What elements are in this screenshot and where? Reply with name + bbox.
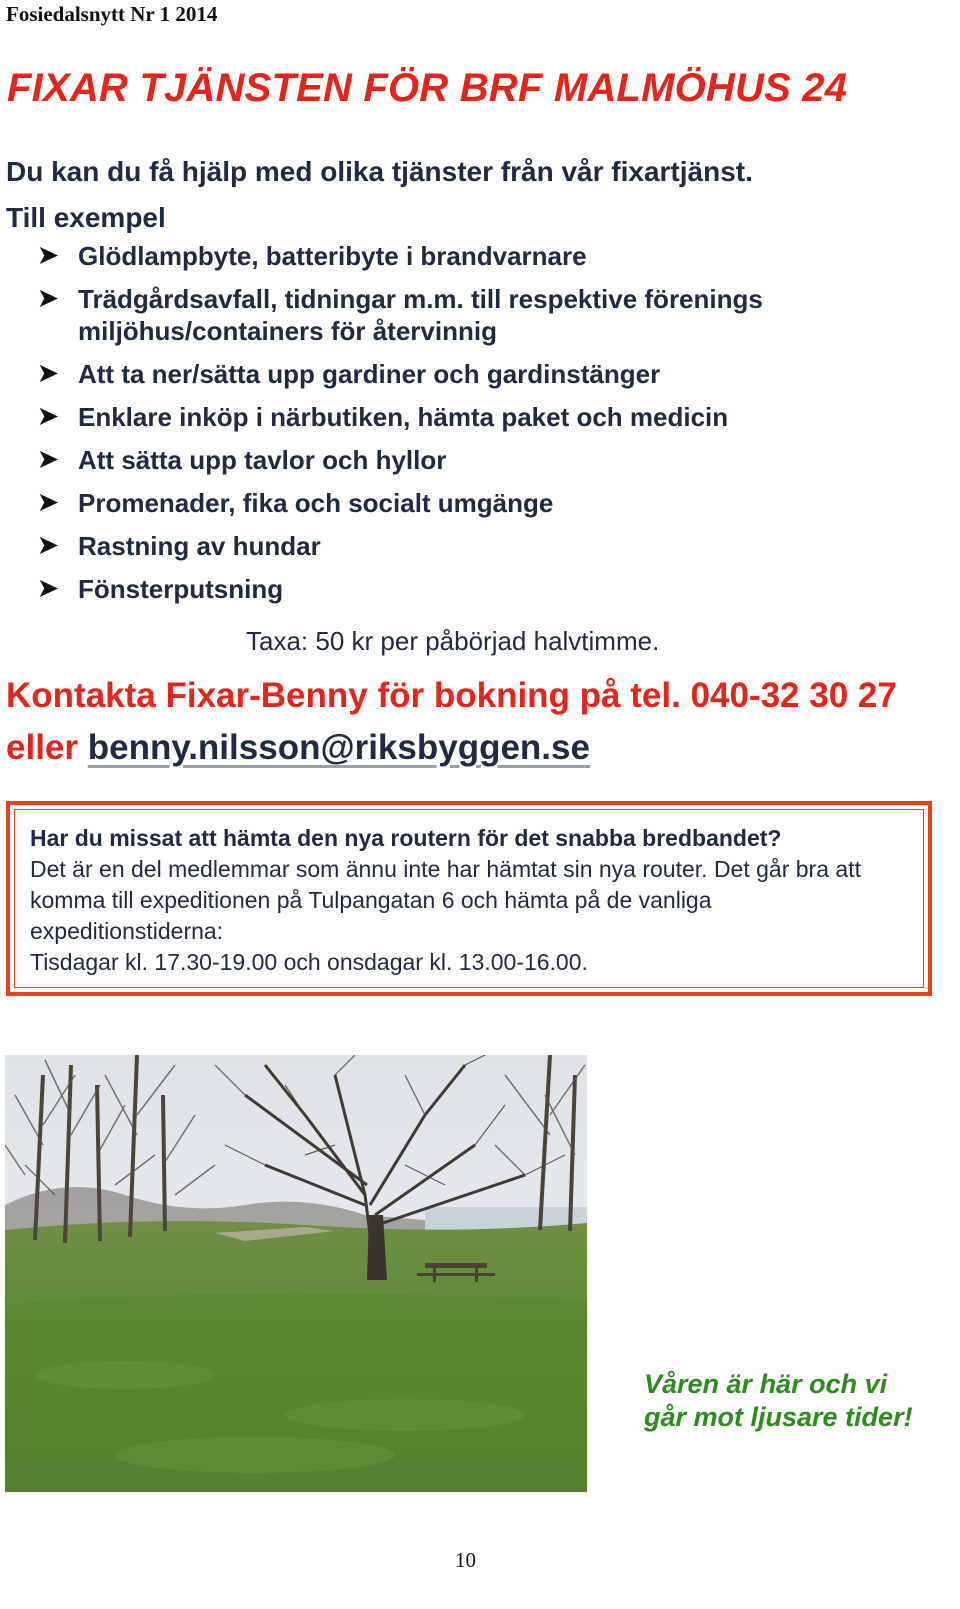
- list-item: [0, 530, 868, 562]
- arrowhead-bullet-icon: ➤: [38, 403, 59, 430]
- router-notice-box: [6, 801, 932, 996]
- list-item: [0, 401, 868, 433]
- services-list: [0, 240, 868, 605]
- email-link[interactable]: benny.nilsson@riksbyggen.se: [87, 728, 590, 767]
- arrowhead-bullet-icon: ➤: [38, 242, 59, 269]
- page-number: 10: [455, 1548, 476, 1572]
- park-photo: [5, 1055, 587, 1492]
- list-item: [0, 283, 868, 347]
- router-notice-hours: Tisdagar kl. 17.30-19.00 och onsdagar kl. 13.00-16.00.: [30, 949, 588, 975]
- contact-prefix: eller: [6, 728, 88, 767]
- service-label: Att sätta upp tavlor och hyllor: [78, 445, 447, 475]
- service-label: Att ta ner/sätta upp gardiner och gardinstänger: [78, 359, 661, 389]
- contact-info: [6, 670, 897, 774]
- arrowhead-bullet-icon: ➤: [38, 285, 59, 312]
- newsletter-header: Fosiedalsnytt Nr 1 2014: [6, 2, 218, 26]
- service-label: Glödlampbyte, batteribyte i brandvarnare: [78, 241, 587, 271]
- router-notice-body: Det är en del medlemmar som ännu inte har hämtat sin nya router. Det går bra att komma till expeditionen på Tulpangatan 6 och hämta på de vanliga expeditionstiderna:: [30, 856, 861, 944]
- list-item: [0, 487, 868, 519]
- contact-email-line: [6, 722, 897, 774]
- service-label: Rastning av hundar: [78, 531, 321, 561]
- arrowhead-bullet-icon: ➤: [38, 532, 59, 559]
- list-item: [0, 444, 868, 476]
- router-notice-text: [30, 823, 910, 978]
- list-item: [0, 358, 868, 390]
- service-label: Enklare inköp i närbutiken, hämta paket och medicin: [78, 402, 729, 432]
- park-photo-drawing: [5, 1055, 587, 1492]
- intro-text: [6, 149, 753, 241]
- arrowhead-bullet-icon: ➤: [38, 360, 59, 387]
- photo-caption: [644, 1368, 913, 1434]
- contact-line: Kontakta Fixar-Benny för bokning på tel. 040-32 30 27: [6, 676, 897, 715]
- service-label: Trädgårdsavfall, tidningar m.m. till respektive förenings miljöhus/containers för återvinnig: [78, 284, 763, 346]
- router-notice-heading: Har du missat att hämta den nya routern för det snabba bredbandet?: [30, 825, 782, 851]
- list-item: [0, 240, 868, 272]
- caption-line-2: går mot ljusare tider!: [644, 1402, 913, 1432]
- arrowhead-bullet-icon: ➤: [38, 575, 59, 602]
- price-text: Taxa: 50 kr per påbörjad halvtimme.: [246, 626, 660, 656]
- arrowhead-bullet-icon: ➤: [38, 489, 59, 516]
- caption-line-1: Våren är här och vi: [644, 1369, 888, 1399]
- arrowhead-bullet-icon: ➤: [38, 446, 59, 473]
- service-label: Fönsterputsning: [78, 574, 284, 604]
- page-title: FIXAR TJÄNSTEN FÖR BRF MALMÖHUS 24: [7, 66, 848, 110]
- intro-line-1: Du kan du få hjälp med olika tjänster från vår fixartjänst.: [6, 156, 753, 187]
- intro-line-2: Till exempel: [6, 202, 166, 233]
- list-item: [0, 573, 868, 605]
- service-label: Promenader, fika och socialt umgänge: [78, 488, 554, 518]
